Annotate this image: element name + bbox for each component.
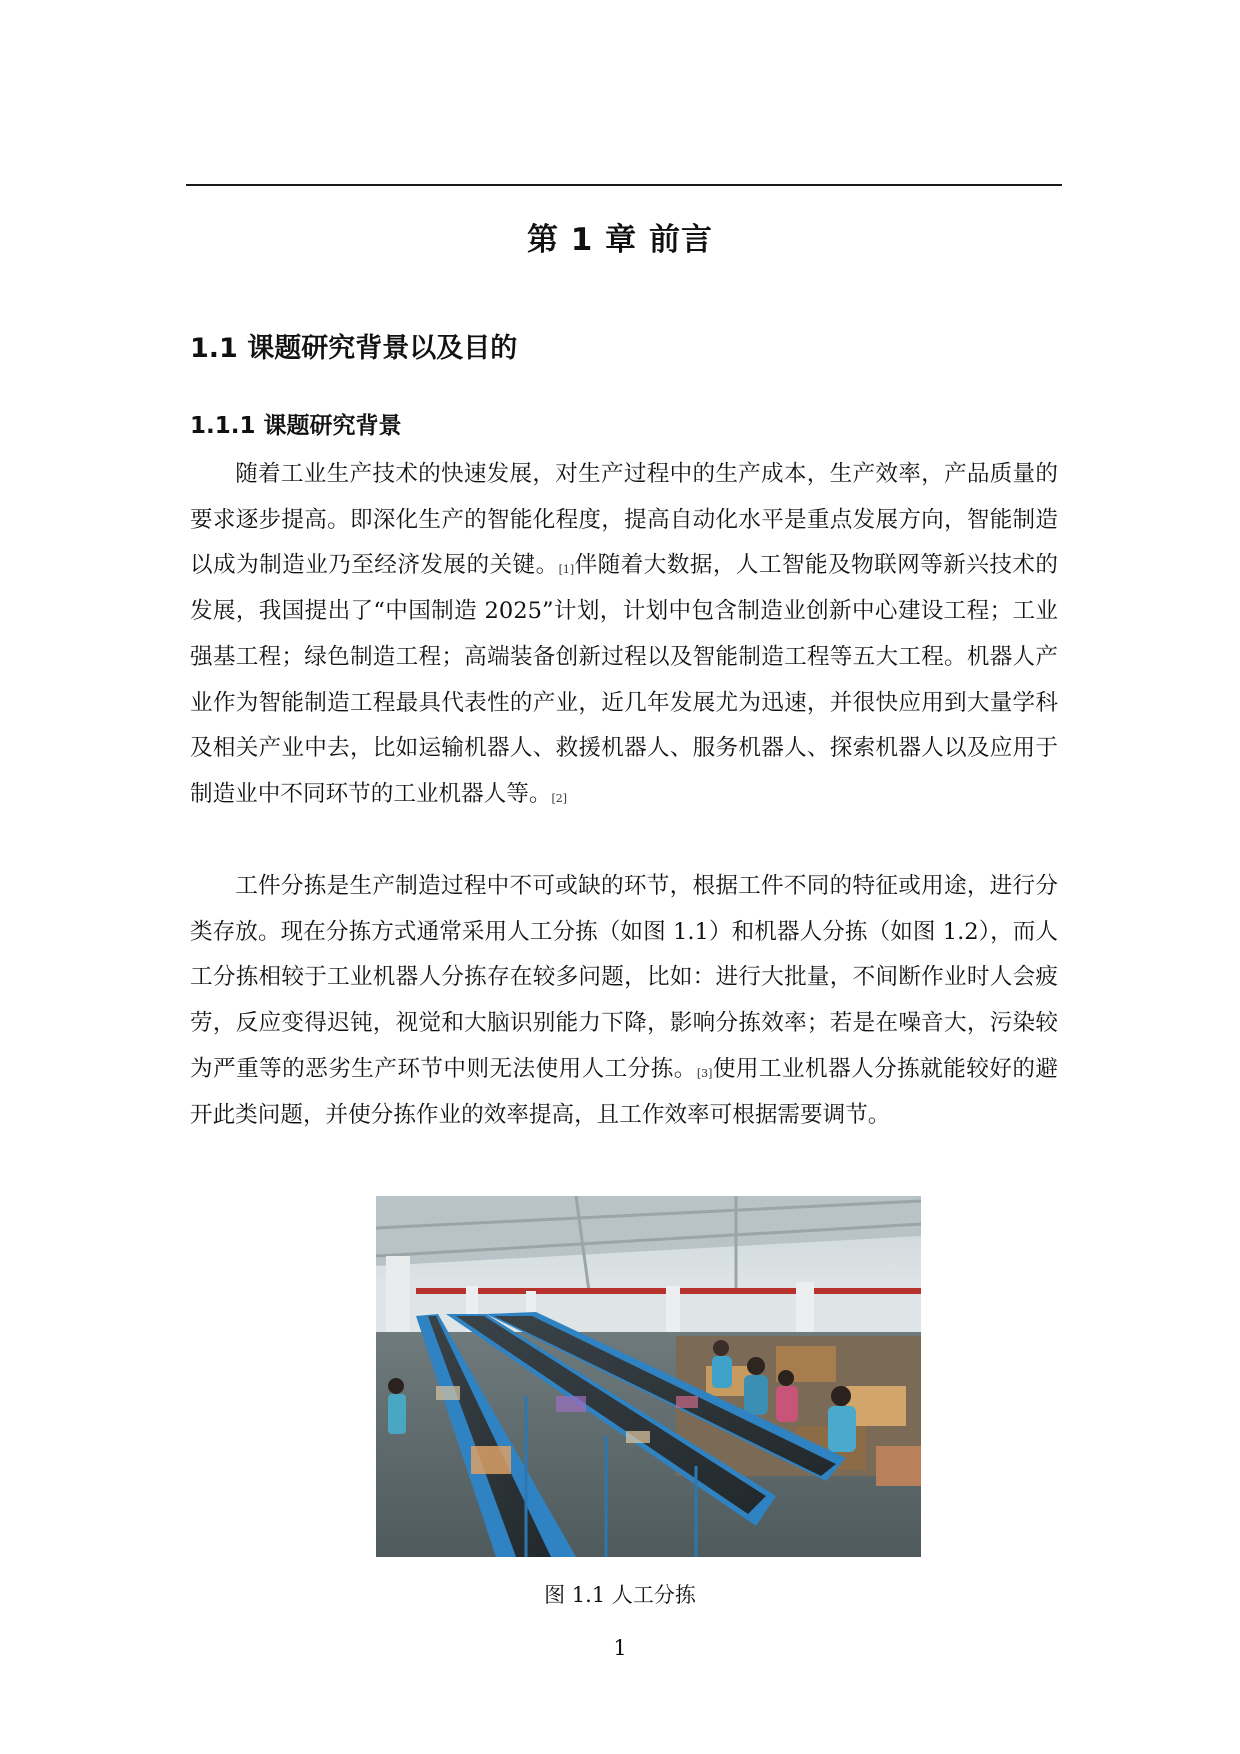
- paragraph-1-text-b: 伴随着大数据，人工智能及物联网等新兴技术的发展，我国提出了“中国制造 2025”计划，计划中包含制造业创新中心建设工程；工业强基工程；绿色制造工程；高端装备创新过程以及智能制造工程等五大工程。机器人产业作为智能制造工程最具代表性的产业，近几年发展尤为迅速，并很快应用到大量学科及相关产业中去，比如运输机器人、救援机器人、服务机器人、探索机器人以及应用于制造业中不同环节的工业机器人等。: [190, 552, 1059, 807]
- section-heading: 1.1 课题研究背景以及目的: [190, 333, 518, 364]
- chapter-title: 第 1 章 前言: [527, 222, 713, 258]
- page-number: 1: [613, 1636, 627, 1660]
- subsection-heading: 1.1.1 课题研究背景: [190, 413, 402, 439]
- citation-3: [3]: [696, 1066, 713, 1080]
- citation-2: [2]: [551, 791, 568, 805]
- paragraph-2: [190, 864, 1058, 1138]
- citation-1: [1]: [558, 563, 575, 577]
- header-rule: [186, 184, 1062, 186]
- paragraph-2-text-b: 使用工业机器人分拣就能较好的避开此类问题，并使分拣作业的效率提高，且工作效率可根据需要调节。: [190, 1055, 1059, 1128]
- figure-manual-sorting-photo: [376, 1196, 921, 1557]
- warehouse-photo-illustration: [376, 1196, 921, 1557]
- figure-caption: 图 1.1 人工分拣: [544, 1583, 696, 1607]
- paragraph-1: [190, 452, 1058, 818]
- paragraph-1-text-a: 随着工业生产技术的快速发展，对生产过程中的生产成本，生产效率，产品质量的要求逐步提高。即深化生产的智能化程度，提高自动化水平是重点发展方向，智能制造以成为制造业乃至经济发展的关键。: [190, 461, 1058, 579]
- paragraph-2-text-a: 工件分拣是生产制造过程中不可或缺的环节，根据工件不同的特征或用途，进行分类存放。现在分拣方式通常采用人工分拣（如图 1.1）和机器人分拣（如图 1.2），而人工分拣相较于工业机器人分拣存在较多问题，比如：进行大批量，不间断作业时人会疲劳，反应变得迟钝，视觉和大脑识别能力下降，影响分拣效率；若是在噪音大，污染较为严重等的恶劣生产环节中则无法使用人工分拣。: [190, 873, 1058, 1082]
